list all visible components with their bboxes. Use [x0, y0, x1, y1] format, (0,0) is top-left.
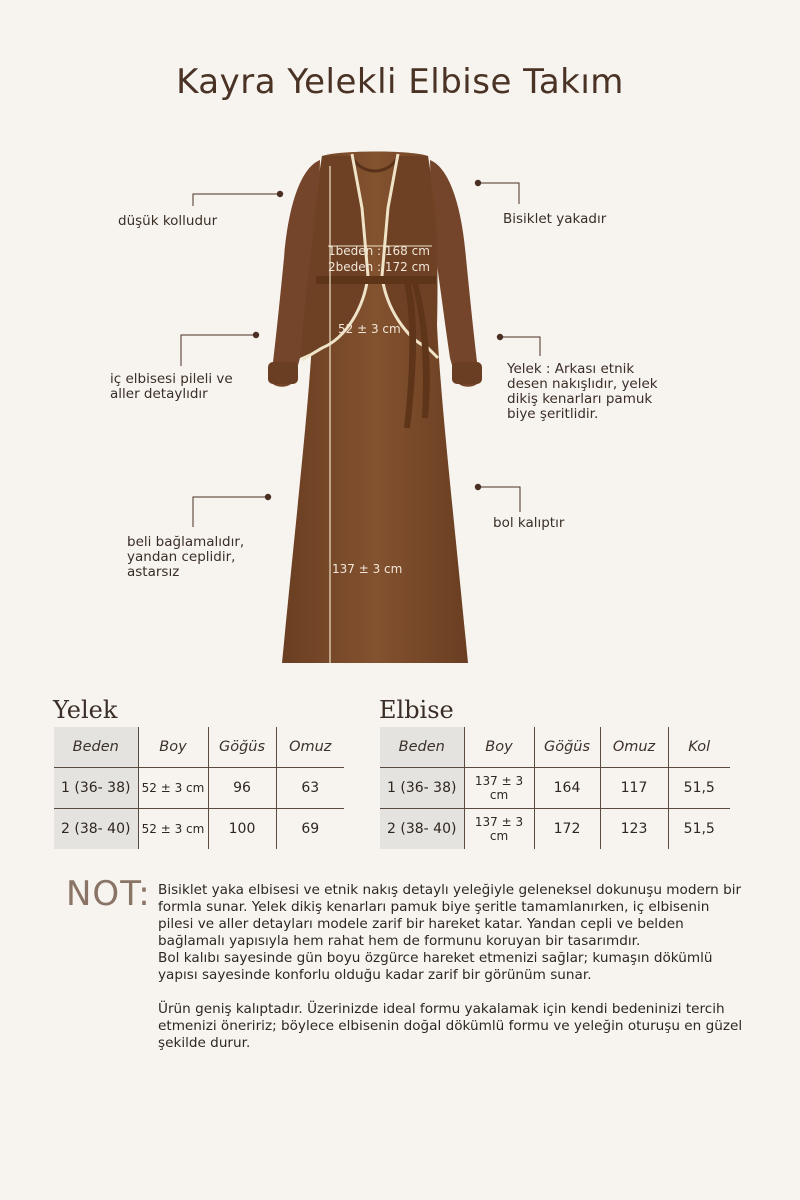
- dress-length-label: 137 ± 3 cm: [332, 562, 403, 576]
- column-header: Göğüs: [208, 727, 276, 768]
- size1-length-label: 1beden : 168 cm: [328, 244, 430, 258]
- callout-inner-dress-pleats: iç elbisesi pileli ve aller detaylıdır: [110, 371, 233, 402]
- dress-table-title: Elbise: [379, 696, 454, 724]
- table-cell: 52 ± 3 cm: [138, 809, 208, 850]
- callout-crew-neck: Bisiklet yakadır: [503, 211, 607, 227]
- table-cell: 117: [600, 768, 668, 809]
- table-cell: 123: [600, 809, 668, 850]
- table-row: [380, 809, 730, 850]
- callout-dot: [253, 332, 259, 338]
- vest-table-title: Yelek: [53, 696, 118, 724]
- vest-length-label: 52 ± 3 cm: [338, 322, 401, 336]
- table-cell: 137 ± 3 cm: [464, 809, 534, 850]
- table-cell: 51,5: [683, 821, 715, 837]
- vest-size-table: [54, 727, 344, 849]
- column-header: Kol: [668, 727, 730, 768]
- note-paragraph: Bisiklet yaka elbisesi ve etnik nakış detaylı yeleğiyle geleneksel dokunuşu modern bir formla sunar. Yelek dikiş kenarları pamuk biye şeritle tamamlanırken, iç elbisenin pilesi ve aller detayları modele zarif bir hareket katar. Yandan cepli ve belden bağlamalı yapısıyla hem rahat hem de formunu koruyan bir tasarımdır.: [158, 882, 742, 949]
- table-row: [54, 809, 344, 850]
- column-header: Omuz: [276, 727, 344, 768]
- table-cell: 2 (38- 40): [380, 809, 464, 850]
- dress-drawing: [260, 148, 490, 678]
- table-header-row: [54, 727, 344, 768]
- table-row: [54, 768, 344, 809]
- table-cell: 2 (38- 40): [54, 809, 138, 850]
- table-cell: 1 (36- 38): [380, 768, 464, 809]
- note-paragraph: Ürün geniş kalıptadır. Üzerinizde ideal formu yakalamak için kendi bedeninizi tercih etmenizi öneririz; böylece elbisenin doğal dökümlü formu ve yeleğin oturuşu en güzel şekilde durur.: [158, 1001, 743, 1051]
- table-cell: 172: [534, 809, 600, 850]
- column-header: Boy: [138, 727, 208, 768]
- column-header: Göğüs: [534, 727, 600, 768]
- callout-vest-details: Yelek : Arkası etnik desen nakışlıdır, yelek dikiş kenarları pamuk biye şeritlidir.: [507, 361, 658, 422]
- note-label: NOT:: [66, 874, 151, 914]
- dress-size-table: [380, 727, 730, 849]
- table-cell: 137 ± 3 cm: [464, 768, 534, 809]
- column-header: Omuz: [600, 727, 668, 768]
- note-paragraph: Bol kalıbı sayesinde gün boyu özgürce hareket etmenizi sağlar; kumaşın dökümlü yapısı sayesinde konforlu olduğu kadar zarif bir görünüm sunar.: [158, 950, 713, 983]
- size2-length-label: 2beden : 172 cm: [328, 260, 430, 274]
- table-header-row: [380, 727, 730, 768]
- column-header: Boy: [464, 727, 534, 768]
- table-cell: 164: [534, 768, 600, 809]
- page-title: Kayra Yelekli Elbise Takım: [176, 62, 624, 102]
- note-text: [158, 882, 748, 1052]
- callout-loose-fit: bol kalıptır: [493, 515, 565, 531]
- table-cell: 100: [208, 809, 276, 850]
- table-cell: 63: [276, 768, 344, 809]
- callout-dot: [497, 334, 503, 340]
- callout-waist-tie: beli bağlamalıdır, yandan ceplidir, astarsız: [127, 534, 245, 580]
- column-header: Beden: [54, 727, 138, 768]
- table-cell: 51,5: [668, 768, 730, 809]
- column-header: Beden: [380, 727, 464, 768]
- table-row: [380, 768, 730, 809]
- table-cell: 96: [208, 768, 276, 809]
- callout-low-sleeve: düşük kolludur: [118, 213, 218, 229]
- table-cell: 52 ± 3 cm: [138, 768, 208, 809]
- table-cell: 69: [301, 821, 320, 837]
- dress-illustration: [260, 148, 490, 678]
- table-cell: 1 (36- 38): [54, 768, 138, 809]
